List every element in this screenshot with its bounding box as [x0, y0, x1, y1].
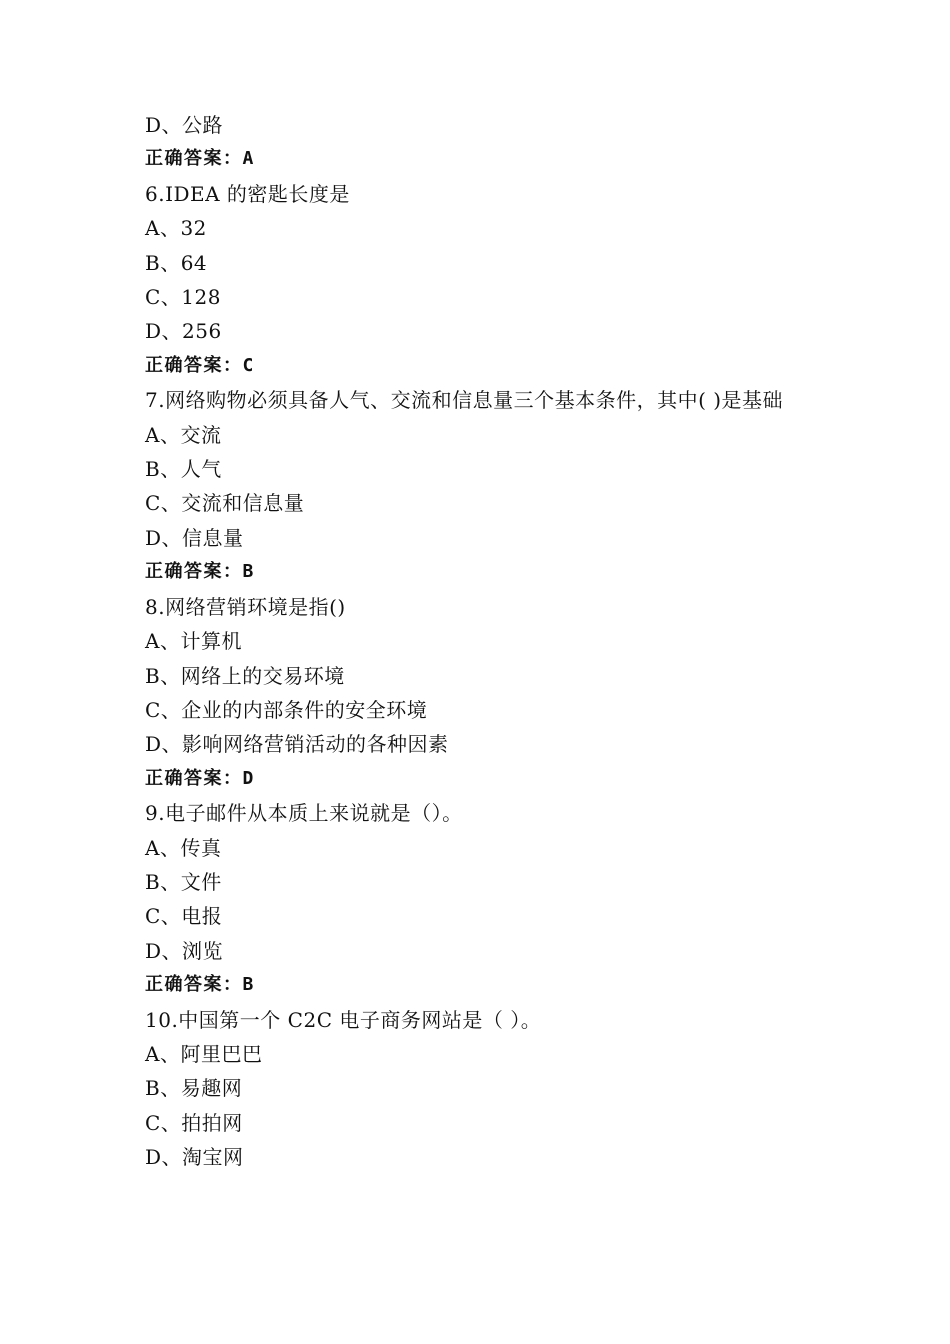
- option-d: D、256: [145, 319, 222, 344]
- option-d: D、影响网络营销活动的各种因素: [145, 732, 449, 757]
- option-c: C、拍拍网: [145, 1110, 243, 1135]
- question-block-9: [145, 796, 825, 1002]
- correct-answer: 正确答案：B: [145, 974, 255, 996]
- question-block-6: [145, 177, 825, 383]
- correct-answer: 正确答案：A: [145, 148, 255, 170]
- question-block-10: [145, 1003, 825, 1175]
- option-a: A、传真: [145, 835, 222, 860]
- option-c: C、电报: [145, 904, 223, 929]
- option-c: C、128: [145, 285, 221, 310]
- correct-answer: 正确答案：D: [145, 767, 255, 789]
- option-b: B、网络上的交易环境: [145, 663, 345, 688]
- option-c: C、企业的内部条件的安全环境: [145, 697, 428, 722]
- question-text: 10.中国第一个 C2C 电子商务网站是（ ）。: [145, 1007, 542, 1032]
- exam-content: [145, 108, 825, 1175]
- question-text: 6.IDEA 的密匙长度是: [145, 181, 350, 206]
- option-b: B、64: [145, 250, 208, 275]
- option-b: B、文件: [145, 869, 222, 894]
- option-a: A、阿里巴巴: [145, 1041, 263, 1066]
- option-a: A、计算机: [145, 629, 242, 654]
- question-block-5-tail: [145, 108, 825, 177]
- option-a: A、32: [145, 216, 207, 241]
- question-text: 9.电子邮件从本质上来说就是（）。: [145, 801, 463, 826]
- question-text: 7.网络购物必须具备人气、交流和信息量三个基本条件，其中( )是基础: [145, 388, 784, 413]
- question-block-7: [145, 383, 825, 589]
- option-d: D、浏览: [145, 938, 224, 963]
- option-d: D、淘宝网: [145, 1145, 244, 1170]
- question-text: 8.网络营销环境是指(): [145, 594, 346, 619]
- option-c: C、交流和信息量: [145, 491, 305, 516]
- option-a: A、交流: [145, 422, 222, 447]
- correct-answer: 正确答案：B: [145, 561, 255, 583]
- option-b: B、人气: [145, 457, 222, 482]
- option-d: D、信息量: [145, 525, 244, 550]
- correct-answer: 正确答案：C: [145, 354, 255, 376]
- option-b: B、易趣网: [145, 1076, 243, 1101]
- option-d: D、公路: [145, 113, 224, 137]
- question-block-8: [145, 590, 825, 796]
